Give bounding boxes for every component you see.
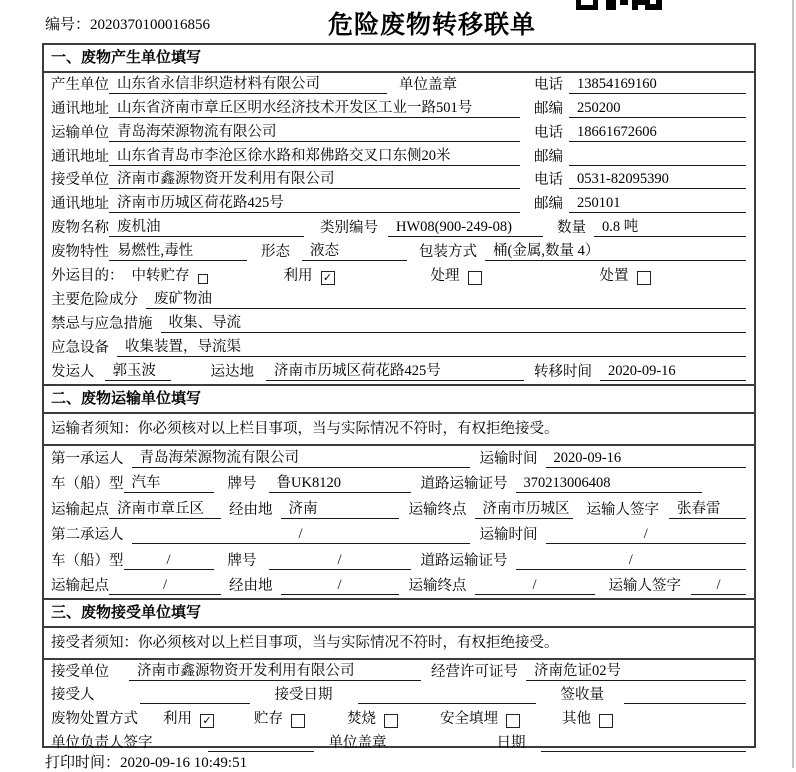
receiving-unit-row: [44, 660, 754, 684]
storage-checkbox: [291, 714, 305, 728]
other-label: 其他: [562, 710, 591, 727]
page-edge-line: [792, 0, 794, 768]
hazard-components-value: 废矿物油: [146, 287, 746, 309]
transporter-address-row: [44, 145, 754, 169]
storage-label: 贮存: [254, 710, 283, 727]
vehicle-row-2: [44, 547, 754, 572]
receiver-address-row: [44, 192, 754, 216]
receiver-phone-value: 0531-82095390: [569, 171, 746, 189]
unit-seal-label: 单位盖章: [328, 734, 387, 751]
print-time: [45, 751, 247, 772]
first-carrier-value: 青岛海荣源物流有限公司: [132, 446, 470, 468]
transporter-phone-value: 18661672606: [569, 124, 746, 142]
emergency-measures-label: 禁忌与应急措施: [51, 315, 153, 332]
transporter-unit-label: 运输单位: [51, 124, 109, 141]
receiver-notice: 接受者须知：你必须核对以上栏目事项，当与实际情况不符时，有权拒绝接受。: [44, 628, 754, 660]
license-number-label: 经营许可证号: [431, 663, 518, 680]
phone-label: 电话: [534, 172, 563, 189]
manifest-form: [42, 43, 756, 751]
seal-date-label: 日期: [496, 734, 526, 751]
receiving-unit-value: 济南市鑫源物资开发利用有限公司: [129, 659, 421, 681]
waste-name-label: 废物名称: [51, 220, 109, 237]
vehicle-type-label: 车（船）型: [51, 552, 124, 569]
physical-form-label: 形态: [261, 244, 290, 261]
emergency-equipment-row: [44, 336, 754, 360]
landfill-label: 安全填埋: [440, 710, 498, 727]
incinerate-checkbox: [384, 714, 398, 728]
section-3-header: 三、废物接受单位填写: [44, 600, 754, 628]
landfill-checkbox: [506, 714, 520, 728]
transporter-unit-value: 青岛海荣源物流有限公司: [109, 120, 520, 142]
vehicle-type-value: 汽车: [124, 471, 214, 493]
utilize-label: 利用: [283, 268, 313, 285]
receiver-person-label: 接受人: [51, 687, 95, 704]
carrier-signature-label: 运输人签字: [586, 501, 659, 518]
address-label: 通讯地址: [51, 196, 109, 213]
quantity-label: 数量: [557, 220, 586, 237]
serial-number: [45, 13, 210, 34]
transporter-unit-row: [44, 121, 754, 145]
vehicle-type-2-value: /: [124, 552, 214, 570]
packing-label: 包装方式: [419, 244, 477, 261]
receive-date-label: 接受日期: [274, 687, 333, 704]
road-permit-value: 370213006408: [516, 475, 702, 493]
serial-label: 编号：: [45, 17, 91, 33]
origin-label: 运输起点: [51, 577, 109, 594]
postcode-label: 邮编: [534, 148, 563, 165]
shipper-row: [44, 360, 754, 384]
category-code-label: 类别编号: [320, 220, 378, 237]
section-1-header: 一、废物产生单位填写: [44, 45, 754, 73]
route-row-1: [44, 496, 754, 521]
second-carrier-row: [44, 522, 754, 547]
address-label: 通讯地址: [51, 148, 109, 165]
producer-address-value: 山东省济南市章丘区明水经济技术开发区工业一路501号: [109, 96, 520, 118]
print-time-label: 打印时间：: [45, 755, 121, 771]
transport-time-label: 运输时间: [479, 527, 538, 544]
serial-value: 2020370100016856: [90, 17, 211, 33]
treat-checkbox: [468, 271, 482, 285]
receiver-postcode-value: 250101: [569, 195, 746, 213]
other-checkbox: [599, 714, 613, 728]
transit-storage-label: 中转贮存: [131, 268, 190, 285]
endpoint-label: 运输终点: [408, 577, 467, 594]
first-carrier-label: 第一承运人: [51, 450, 124, 467]
waste-traits-value: 易燃性,毒性: [109, 239, 247, 261]
postcode-label: 邮编: [534, 196, 563, 213]
via-label: 经由地: [229, 501, 273, 518]
route-row-2: [44, 573, 754, 598]
transfer-time-value: 2020-09-16: [600, 363, 746, 381]
road-permit-label: 道路运输证号: [420, 476, 508, 493]
transfer-purpose-label: 外运目的：: [51, 268, 124, 285]
destination-value: 济南市历城区荷花路425号: [266, 359, 524, 381]
section-receiver: [44, 598, 754, 755]
emergency-equipment-label: 应急设备: [51, 339, 109, 356]
receiver-unit-label: 接受单位: [51, 172, 109, 189]
check-mark: ✓: [202, 713, 212, 727]
transfer-purpose-row: [44, 264, 754, 288]
utilize-checkbox: [321, 271, 335, 285]
phone-label: 电话: [534, 124, 563, 141]
waste-name-value: 废机油: [109, 215, 304, 237]
carrier-signature-value: 张春雷: [669, 497, 746, 519]
receiver-unit-value: 济南市鑫源物资开发利用有限公司: [109, 167, 520, 189]
receiver-address-value: 济南市历城区荷花路425号: [109, 191, 520, 213]
producer-phone-value: 13854169160: [569, 76, 746, 94]
producer-unit-label: 产生单位: [51, 76, 109, 93]
transport-time-label: 运输时间: [479, 450, 538, 467]
transporter-address-value: 山东省青岛市李沧区徐水路和郑佛路交叉口东侧20米: [109, 144, 520, 166]
receiving-unit-label: 接受单位: [51, 663, 109, 680]
transfer-time-label: 转移时间: [534, 363, 592, 380]
document-title: 危险废物转移联单: [328, 11, 537, 39]
vehicle-row-1: [44, 471, 754, 496]
seal-date-value: [541, 751, 747, 752]
plate-number-label: 牌号: [227, 476, 257, 493]
emergency-measures-value: 收集、导流: [161, 311, 747, 333]
endpoint-2-value: /: [475, 577, 595, 595]
shipper-value: 郭玉波: [105, 359, 171, 381]
responsible-signature-label: 单位负责人签字: [51, 734, 153, 751]
utilize-checkbox: [200, 714, 214, 728]
incinerate-label: 焚烧: [347, 710, 376, 727]
endpoint-value: 济南市历城区: [475, 497, 573, 519]
producer-address-row: [44, 97, 754, 121]
plate-number-2-value: /: [269, 552, 411, 570]
second-carrier-label: 第二承运人: [51, 527, 124, 544]
shipper-label: 发运人: [51, 363, 95, 380]
carrier-signature-2-value: /: [691, 577, 746, 595]
received-amount-value: [624, 703, 746, 704]
qr-code-fragment: [576, 0, 664, 10]
origin-value: 济南市章丘区: [109, 497, 221, 519]
receiver-unit-row: [44, 169, 754, 193]
transport-time-2-value: /: [546, 526, 747, 544]
via-2-value: /: [281, 577, 399, 595]
origin-2-value: /: [109, 577, 221, 595]
road-permit-2-value: /: [516, 552, 747, 570]
road-permit-label: 道路运输证号: [420, 552, 508, 569]
section-transporter: [44, 384, 754, 598]
utilize-label: 利用: [163, 710, 192, 727]
unit-seal-label: 单位盖章: [399, 76, 457, 93]
waste-traits-label: 废物特性: [51, 244, 109, 261]
disposal-method-row: [44, 707, 754, 731]
second-carrier-value: /: [132, 526, 470, 544]
destination-label: 运达地: [210, 363, 254, 380]
dispose-checkbox: [637, 271, 651, 285]
receive-date-value: [358, 703, 536, 704]
via-value: 济南: [281, 497, 399, 519]
received-amount-label: 签收量: [560, 687, 604, 704]
emergency-measures-row: [44, 312, 754, 336]
category-code-value: HW08(900-249-08): [388, 219, 543, 237]
transport-time-value: 2020-09-16: [546, 450, 747, 468]
origin-label: 运输起点: [51, 501, 109, 518]
phone-label: 电话: [534, 76, 563, 93]
print-time-value: 2020-09-16 10:49:51: [120, 755, 248, 771]
via-label: 经由地: [229, 577, 273, 594]
postcode-label: 邮编: [534, 100, 563, 117]
hazard-components-label: 主要危险成分: [51, 291, 138, 308]
treat-label: 处理: [430, 268, 460, 285]
transit-storage-checkbox: [198, 274, 208, 284]
hazard-components-row: [44, 288, 754, 312]
emergency-equipment-value: 收集装置，导流渠: [117, 335, 746, 357]
producer-postcode-value: 250200: [569, 100, 746, 118]
receiver-person-row: [44, 684, 754, 708]
vehicle-type-label: 车（船）型: [51, 476, 124, 493]
transporter-postcode-value: [569, 165, 746, 166]
address-label: 通讯地址: [51, 100, 109, 117]
receiver-person-value: [140, 703, 250, 704]
check-mark: ✓: [322, 271, 333, 285]
waste-name-row: [44, 216, 754, 240]
plate-number-label: 牌号: [227, 552, 257, 569]
producer-unit-value: 山东省永信非织造材料有限公司: [109, 72, 387, 94]
endpoint-label: 运输终点: [408, 501, 467, 518]
first-carrier-row: [44, 446, 754, 471]
packing-value: 桶(金属,数量 4）: [485, 239, 746, 261]
carrier-signature-label: 运输人签字: [608, 577, 681, 594]
disposal-method-label: 废物处置方式: [51, 710, 138, 727]
license-number-value: 济南危证02号: [526, 659, 746, 681]
plate-number-value: 鲁UK8120: [269, 471, 411, 493]
dispose-label: 处置: [599, 268, 629, 285]
section-2-header: 二、废物运输单位填写: [44, 386, 754, 414]
quantity-value: 0.8 吨: [594, 215, 746, 237]
producer-unit-row: [44, 73, 754, 97]
transporter-notice: 运输者须知：你必须核对以上栏目事项，当与实际情况不符时，有权拒绝接受。: [44, 414, 754, 446]
physical-form-value: 液态: [302, 239, 407, 261]
section-producer: [44, 45, 754, 384]
waste-traits-row: [44, 240, 754, 264]
